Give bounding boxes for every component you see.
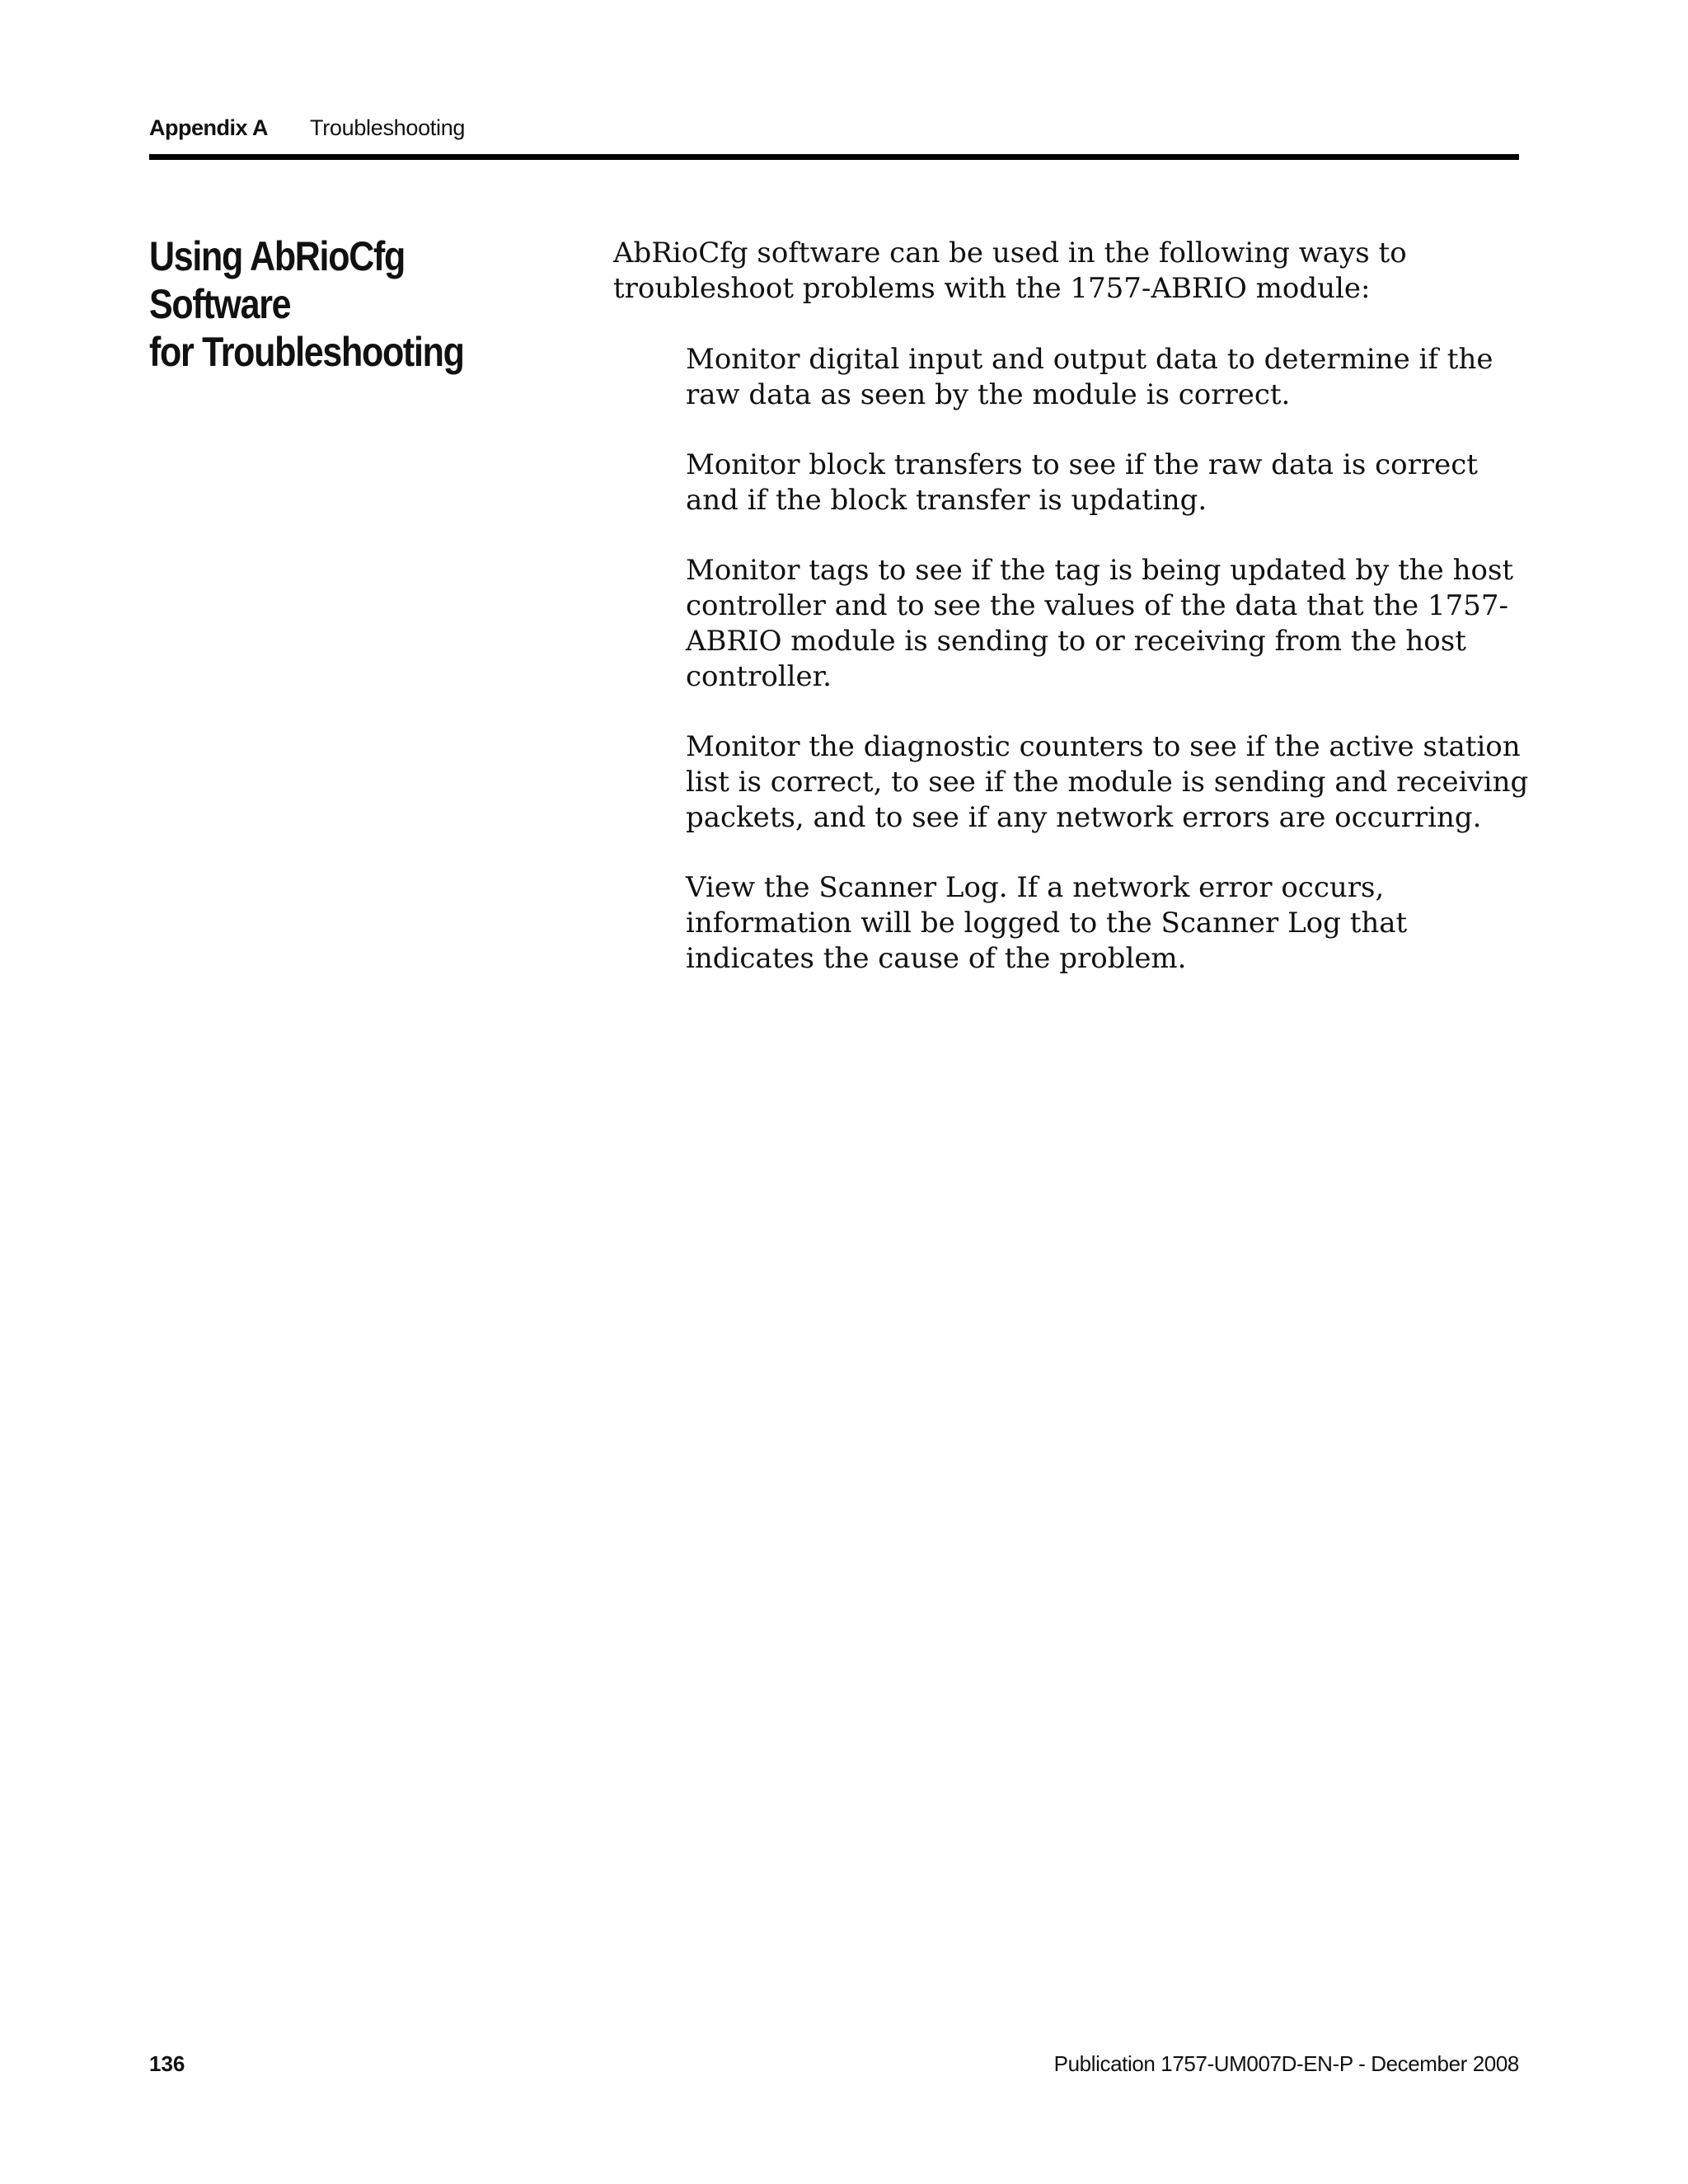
troubleshooting-list — [686, 342, 1535, 1011]
section-heading-line2: for Troubleshooting — [149, 329, 464, 375]
section-heading-line1: Using AbRioCfg Software — [149, 233, 405, 327]
page-number: 136 — [149, 2051, 185, 2076]
list-item: View the Scanner Log. If a network error occurs, information will be logged to the Scanner Log that indicates the cause of the problem. — [686, 871, 1408, 975]
header-section: Troubleshooting — [310, 115, 466, 140]
section-heading — [149, 232, 546, 376]
intro-paragraph: AbRioCfg software can be used in the following ways to troubleshoot problems with the 1757-ABRIO module: — [613, 237, 1407, 305]
list-item: Monitor tags to see if the tag is being updated by the host controller and to see the values of the data that the 1757-ABRIO module is sending to or receiving from the host controller. — [686, 554, 1514, 693]
header-chapter: Appendix A — [149, 115, 269, 140]
list-item: Monitor block transfers to see if the raw data is correct and if the block transfer is updating. — [686, 448, 1478, 517]
running-header — [149, 114, 466, 142]
list-item: Monitor the diagnostic counters to see if the active station list is correct, to see if the module is sending and receiving packets, and to see if any network errors are occurring. — [686, 730, 1529, 834]
list-item: Monitor digital input and output data to determine if the raw data as seen by the module is correct. — [686, 343, 1493, 411]
header-rule — [149, 154, 1519, 160]
publication-info: Publication 1757-UM007D-EN-P - December 2008 — [1053, 2051, 1519, 2076]
